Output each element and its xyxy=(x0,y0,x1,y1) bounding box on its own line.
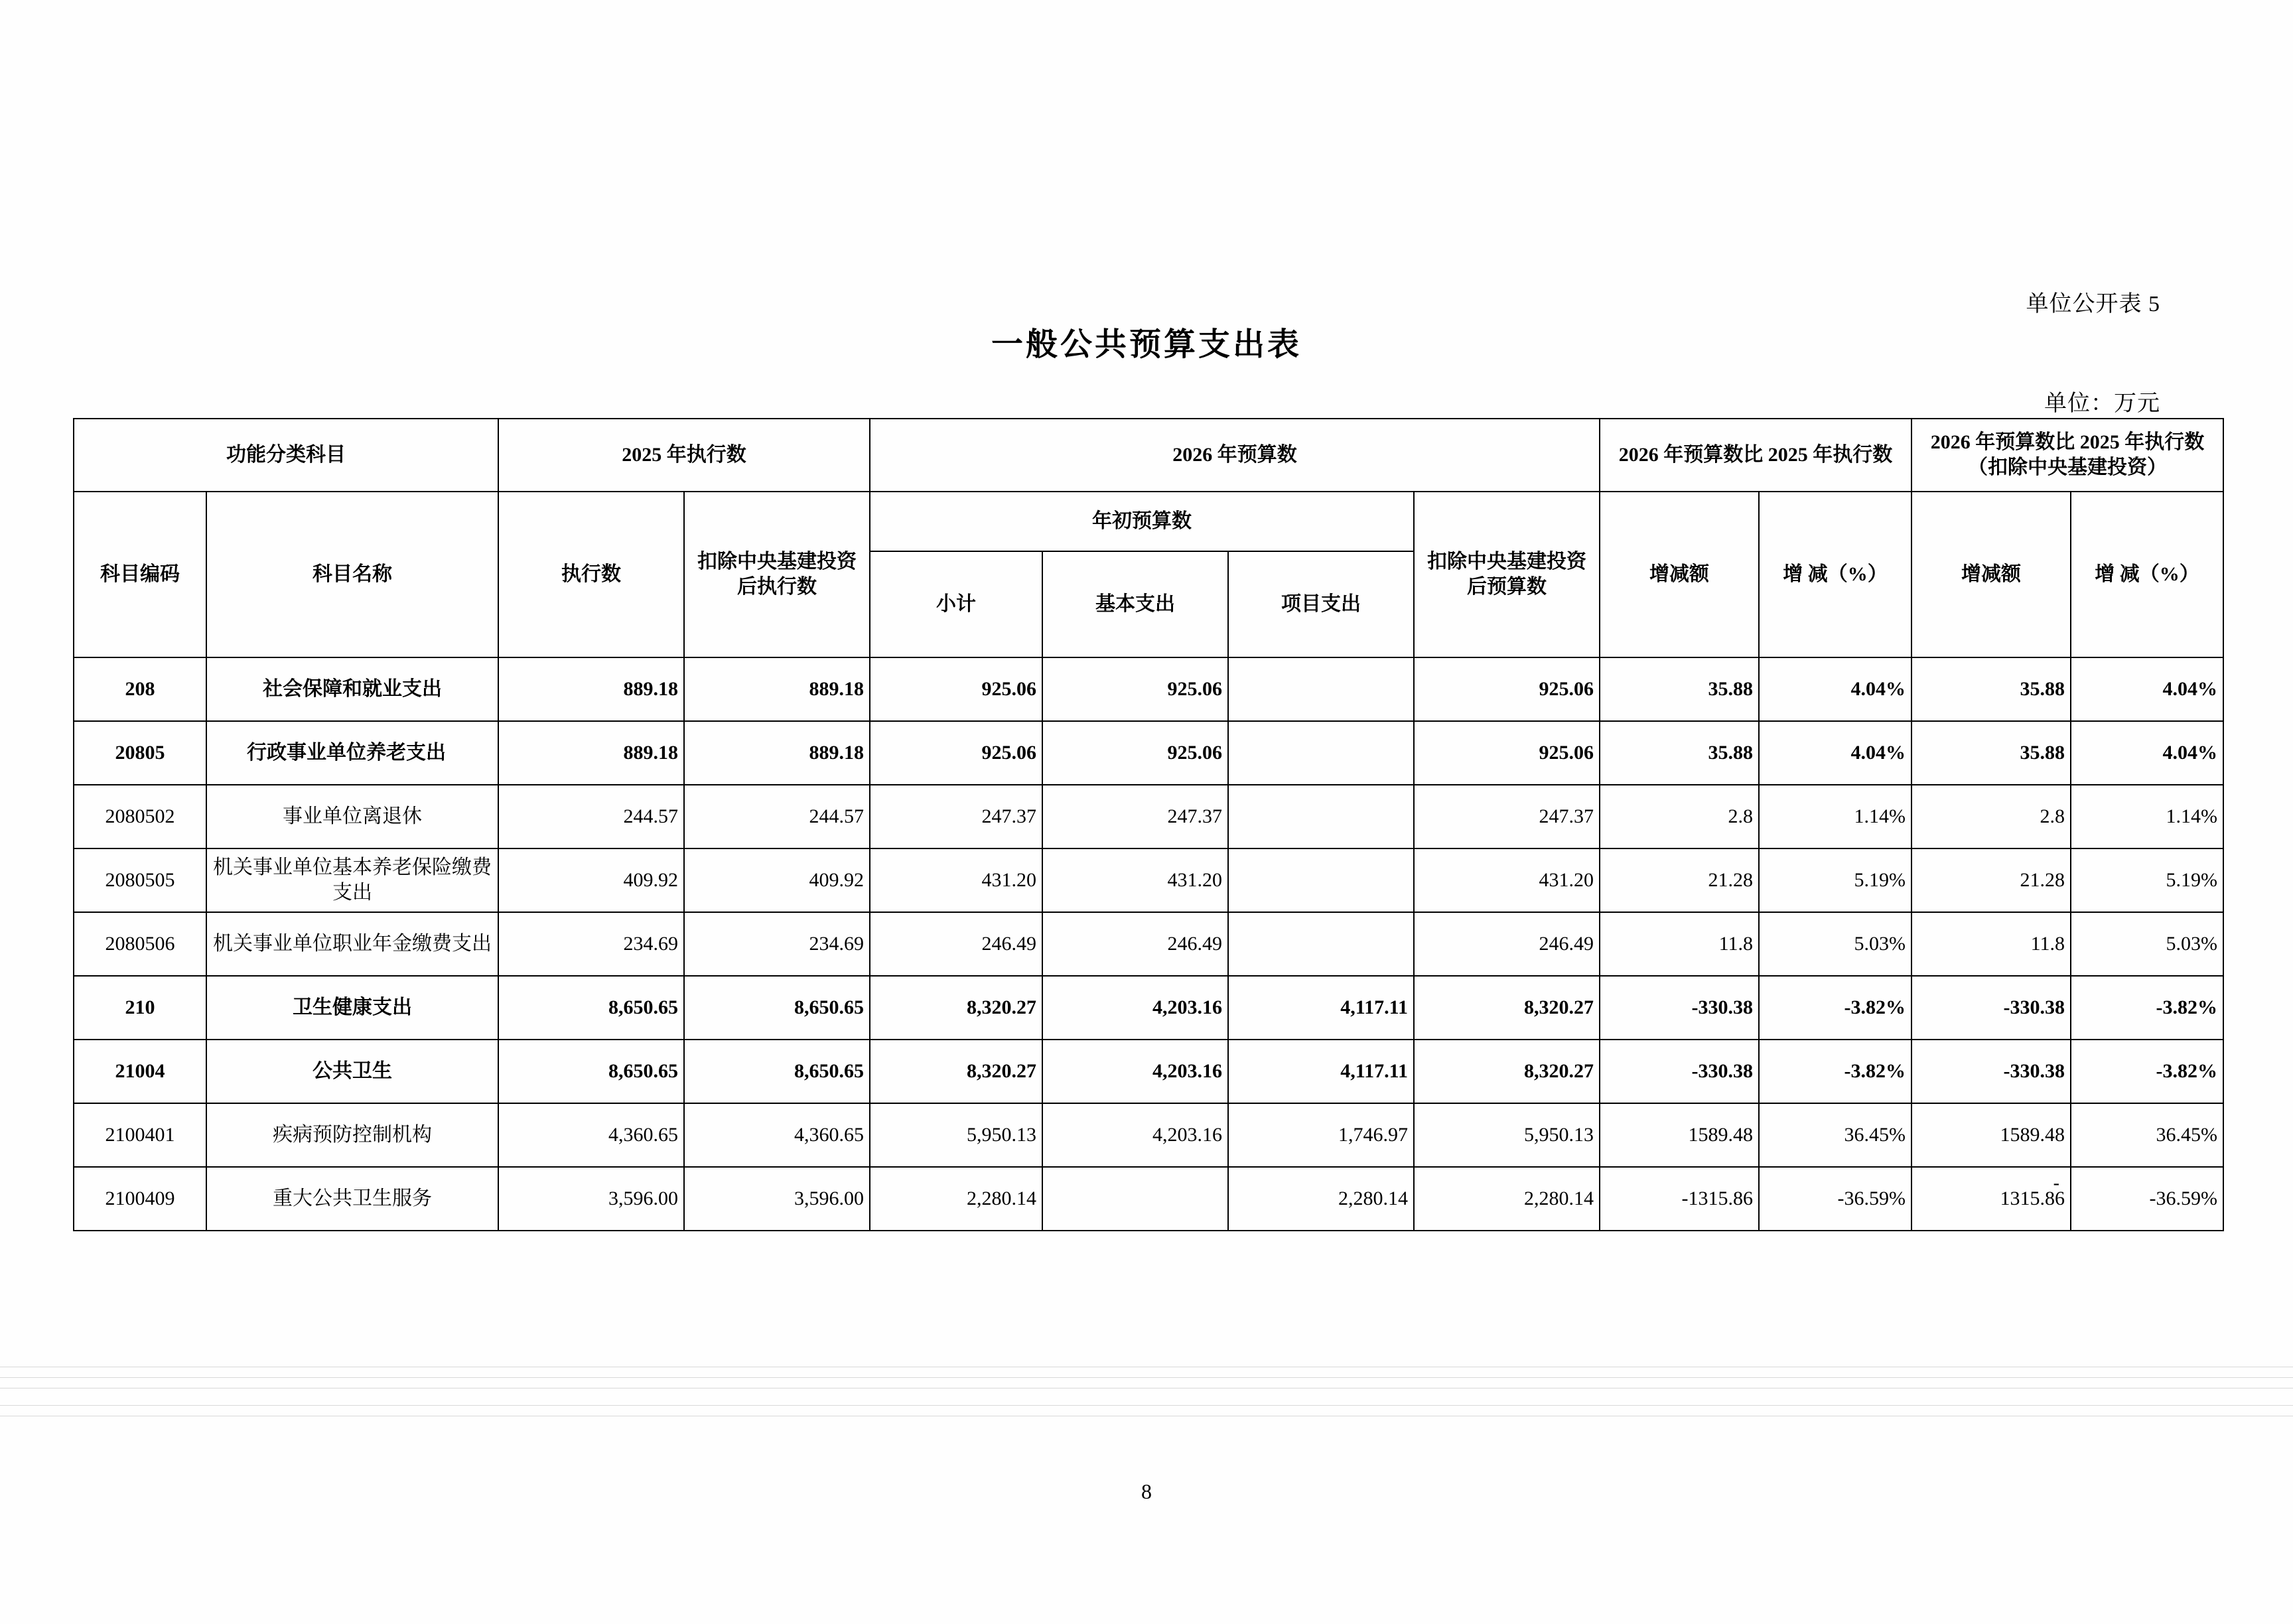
header-code: 科目编码 xyxy=(74,492,206,657)
cell-project-exp: 2,280.14 xyxy=(1228,1167,1414,1231)
cell-change-amt: 11.8 xyxy=(1600,912,1759,976)
cell-code: 210 xyxy=(74,976,206,1040)
cell-change-pct: 36.45% xyxy=(1759,1103,1911,1167)
cell-change-amt2: 35.88 xyxy=(1911,657,2071,721)
cell-budget-excl: 2,280.14 xyxy=(1414,1167,1600,1231)
cell-subject-name: 社会保障和就业支出 xyxy=(206,657,498,721)
cell-code: 2080502 xyxy=(74,785,206,848)
cell-exec-num: 4,360.65 xyxy=(498,1103,684,1167)
cell-change-pct2: 5.03% xyxy=(2071,912,2223,976)
header-begin-budget: 年初预算数 xyxy=(870,492,1414,551)
cell-change-amt: -330.38 xyxy=(1600,1040,1759,1103)
cell-change-pct: 4.04% xyxy=(1759,721,1911,785)
page-title: 一般公共预算支出表 xyxy=(991,327,1302,362)
cell-budget-excl: 925.06 xyxy=(1414,657,1600,721)
header-exec-excl: 扣除中央基建投资后执行数 xyxy=(684,492,870,657)
table-row xyxy=(74,721,2223,785)
cell-subtotal: 8,320.27 xyxy=(870,1040,1042,1103)
cell-code: 20805 xyxy=(74,721,206,785)
cell-subtotal: 8,320.27 xyxy=(870,976,1042,1040)
cell-budget-excl: 431.20 xyxy=(1414,848,1600,912)
cell-change-amt2: 1589.48 xyxy=(1911,1103,2071,1167)
cell-change-pct: -3.82% xyxy=(1759,976,1911,1040)
cell-project-exp xyxy=(1228,785,1414,848)
header-change-pct-2: 增 减（%） xyxy=(2071,492,2223,657)
cell-exec-excl: 8,650.65 xyxy=(684,1040,870,1103)
cell-subtotal: 2,280.14 xyxy=(870,1167,1042,1231)
cell-subject-name: 行政事业单位养老支出 xyxy=(206,721,498,785)
cell-subtotal: 925.06 xyxy=(870,721,1042,785)
cell-exec-excl: 244.57 xyxy=(684,785,870,848)
cell-change-pct2: -36.59% xyxy=(2071,1167,2223,1231)
cell-basic-exp: 4,203.16 xyxy=(1042,1040,1228,1103)
table-row xyxy=(74,1103,2223,1167)
cell-basic-exp: 925.06 xyxy=(1042,721,1228,785)
cell-dash-mark: - xyxy=(2053,1173,2059,1193)
cell-change-amt2: -330.38 xyxy=(1911,1040,2071,1103)
cell-exec-num: 234.69 xyxy=(498,912,684,976)
cell-subtotal: 431.20 xyxy=(870,848,1042,912)
cell-change-amt: 21.28 xyxy=(1600,848,1759,912)
cell-change-pct: 5.03% xyxy=(1759,912,1911,976)
cell-code: 2100401 xyxy=(74,1103,206,1167)
cell-exec-num: 244.57 xyxy=(498,785,684,848)
cell-change-pct2: 4.04% xyxy=(2071,657,2223,721)
cell-change-pct2: 1.14% xyxy=(2071,785,2223,848)
cell-code: 2080505 xyxy=(74,848,206,912)
header-functional-class: 功能分类科目 xyxy=(74,419,498,492)
cell-code: 2080506 xyxy=(74,912,206,976)
cell-exec-excl: 409.92 xyxy=(684,848,870,912)
cell-project-exp xyxy=(1228,657,1414,721)
cell-basic-exp: 431.20 xyxy=(1042,848,1228,912)
header-compare: 2026 年预算数比 2025 年执行数 xyxy=(1600,419,1911,492)
header-name: 科目名称 xyxy=(206,492,498,657)
cell-change-amt2: 2.8 xyxy=(1911,785,2071,848)
cell-code: 2100409 xyxy=(74,1167,206,1231)
cell-change-pct: 5.19% xyxy=(1759,848,1911,912)
cell-budget-excl: 8,320.27 xyxy=(1414,976,1600,1040)
cell-change-amt: 2.8 xyxy=(1600,785,1759,848)
header-subtotal: 小计 xyxy=(870,551,1042,657)
header-basic-exp: 基本支出 xyxy=(1042,551,1228,657)
cell-subtotal: 925.06 xyxy=(870,657,1042,721)
cell-exec-num: 409.92 xyxy=(498,848,684,912)
table-row xyxy=(74,1167,2223,1231)
cell-change-pct2: -3.82% xyxy=(2071,1040,2223,1103)
table-row xyxy=(74,785,2223,848)
header-compare-excl: 2026 年预算数比 2025 年执行数（扣除中央基建投资） xyxy=(1911,419,2223,492)
cell-change-pct: 1.14% xyxy=(1759,785,1911,848)
header-budget-2026: 2026 年预算数 xyxy=(870,419,1600,492)
cell-basic-exp: 4,203.16 xyxy=(1042,1103,1228,1167)
table-row xyxy=(74,976,2223,1040)
budget-table-body xyxy=(74,657,2223,1231)
header-change-amt: 增减额 xyxy=(1600,492,1759,657)
cell-change-amt2: -330.38 xyxy=(1911,976,2071,1040)
cell-change-amt: -1315.86 xyxy=(1600,1167,1759,1231)
cell-subject-name: 事业单位离退休 xyxy=(206,785,498,848)
cell-basic-exp: 4,203.16 xyxy=(1042,976,1228,1040)
cell-basic-exp xyxy=(1042,1167,1228,1231)
cell-project-exp xyxy=(1228,721,1414,785)
cell-change-amt: 1589.48 xyxy=(1600,1103,1759,1167)
cell-exec-num: 889.18 xyxy=(498,721,684,785)
cell-budget-excl: 246.49 xyxy=(1414,912,1600,976)
form-label: 单位公开表 5 xyxy=(2026,292,2160,316)
cell-subject-name: 机关事业单位职业年金缴费支出 xyxy=(206,912,498,976)
cell-change-amt2 xyxy=(1911,1167,2071,1231)
cell-subject-name: 卫生健康支出 xyxy=(206,976,498,1040)
cell-exec-num: 8,650.65 xyxy=(498,1040,684,1103)
cell-project-exp: 4,117.11 xyxy=(1228,976,1414,1040)
table-row xyxy=(74,848,2223,912)
cell-change-pct2: -3.82% xyxy=(2071,976,2223,1040)
cell-budget-excl: 925.06 xyxy=(1414,721,1600,785)
cell-subtotal: 5,950.13 xyxy=(870,1103,1042,1167)
cell-exec-excl: 889.18 xyxy=(684,721,870,785)
cell-change-pct2: 5.19% xyxy=(2071,848,2223,912)
cell-change-pct2: 4.04% xyxy=(2071,721,2223,785)
cell-change-amt2: 35.88 xyxy=(1911,721,2071,785)
cell-code: 21004 xyxy=(74,1040,206,1103)
cell-change-pct: 4.04% xyxy=(1759,657,1911,721)
header-exec-num: 执行数 xyxy=(498,492,684,657)
cell-change-amt-2-value: 1315.86 xyxy=(2000,1187,2065,1209)
cell-project-exp: 1,746.97 xyxy=(1228,1103,1414,1167)
unit-note: 单位：万元 xyxy=(2044,391,2160,416)
page-number: 8 xyxy=(1141,1479,1152,1503)
header-change-pct: 增 减（%） xyxy=(1759,492,1911,657)
header-exec-2025: 2025 年执行数 xyxy=(498,419,870,492)
cell-exec-num: 3,596.00 xyxy=(498,1167,684,1231)
budget-table xyxy=(73,418,2224,1231)
header-budget-excl: 扣除中央基建投资后预算数 xyxy=(1414,492,1600,657)
table-row xyxy=(74,1040,2223,1103)
header-change-amt-2: 增减额 xyxy=(1911,492,2071,657)
cell-subject-name: 机关事业单位基本养老保险缴费支出 xyxy=(206,848,498,912)
cell-change-pct: -3.82% xyxy=(1759,1040,1911,1103)
cell-budget-excl: 247.37 xyxy=(1414,785,1600,848)
cell-budget-excl: 5,950.13 xyxy=(1414,1103,1600,1167)
cell-exec-num: 889.18 xyxy=(498,657,684,721)
cell-code: 208 xyxy=(74,657,206,721)
cell-project-exp: 4,117.11 xyxy=(1228,1040,1414,1103)
cell-subject-name: 重大公共卫生服务 xyxy=(206,1167,498,1231)
cell-exec-excl: 4,360.65 xyxy=(684,1103,870,1167)
cell-exec-excl: 8,650.65 xyxy=(684,976,870,1040)
cell-change-amt: -330.38 xyxy=(1600,976,1759,1040)
table-row xyxy=(74,912,2223,976)
cell-subject-name: 公共卫生 xyxy=(206,1040,498,1103)
cell-change-amt2: 21.28 xyxy=(1911,848,2071,912)
cell-change-amt: 35.88 xyxy=(1600,657,1759,721)
cell-exec-num: 8,650.65 xyxy=(498,976,684,1040)
cell-exec-excl: 3,596.00 xyxy=(684,1167,870,1231)
table-row xyxy=(74,657,2223,721)
cell-project-exp xyxy=(1228,912,1414,976)
cell-change-amt: 35.88 xyxy=(1600,721,1759,785)
cell-subtotal: 247.37 xyxy=(870,785,1042,848)
cell-exec-excl: 234.69 xyxy=(684,912,870,976)
cell-basic-exp: 247.37 xyxy=(1042,785,1228,848)
cell-change-pct: -36.59% xyxy=(1759,1167,1911,1231)
cell-subject-name: 疾病预防控制机构 xyxy=(206,1103,498,1167)
cell-project-exp xyxy=(1228,848,1414,912)
cell-change-pct2: 36.45% xyxy=(2071,1103,2223,1167)
cell-subtotal: 246.49 xyxy=(870,912,1042,976)
cell-basic-exp: 925.06 xyxy=(1042,657,1228,721)
cell-basic-exp: 246.49 xyxy=(1042,912,1228,976)
cell-change-amt2: 11.8 xyxy=(1911,912,2071,976)
cell-budget-excl: 8,320.27 xyxy=(1414,1040,1600,1103)
cell-exec-excl: 889.18 xyxy=(684,657,870,721)
header-project-exp: 项目支出 xyxy=(1228,551,1414,657)
